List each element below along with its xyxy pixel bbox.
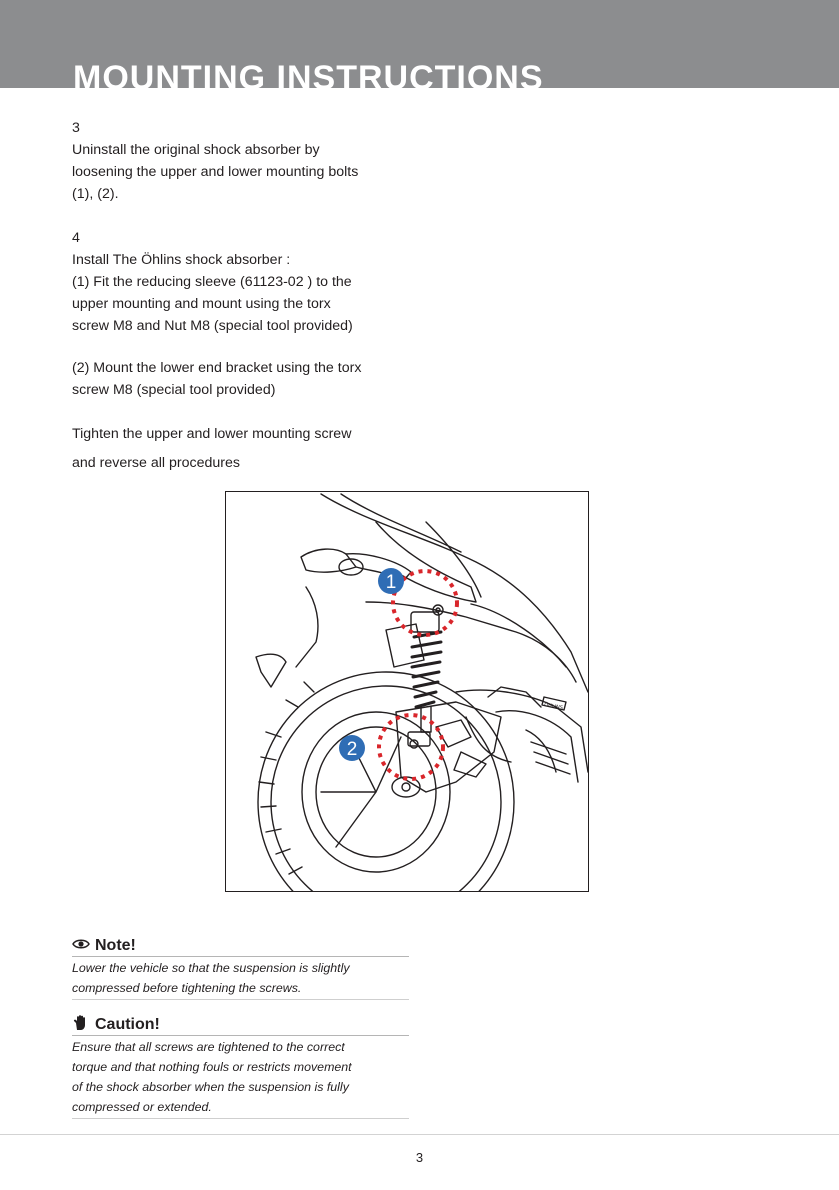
note-line: Lower the vehicle so that the suspension is slightly — [72, 961, 350, 975]
step-line: upper mounting and mount using the torx — [72, 296, 331, 312]
scooter-rear-illustration — [226, 492, 588, 891]
step-4-final-line — [72, 423, 422, 445]
step-4-block — [72, 227, 422, 337]
eye-icon — [72, 936, 90, 952]
caution-line: compressed or extended. — [72, 1100, 212, 1114]
step-4-final-line — [72, 452, 422, 474]
page-title: MOUNTING INSTRUCTIONS — [73, 59, 544, 88]
note-line: compressed before tightening the screws. — [72, 981, 302, 995]
caution-line: torque and that nothing fouls or restricts movement — [72, 1060, 352, 1074]
callout-label: 2 — [346, 739, 358, 760]
note-heading — [72, 936, 409, 957]
footer-divider — [0, 1134, 839, 1135]
note-body — [72, 958, 409, 1000]
ohlins-decal-text: ÖHLINS — [543, 702, 564, 712]
hand-icon — [72, 1015, 90, 1031]
caution-title: Caution! — [95, 1016, 160, 1033]
step-number: 3 — [72, 120, 80, 136]
step-line: Uninstall the original shock absorber by — [72, 142, 320, 158]
step-3-block — [72, 117, 422, 205]
caution-body — [72, 1037, 409, 1119]
step-line: and reverse all procedures — [72, 455, 240, 471]
caution-heading — [72, 1015, 409, 1036]
header-bar — [0, 0, 839, 88]
shock-mounting-figure — [225, 491, 589, 892]
caution-line: of the shock absorber when the suspension is fully — [72, 1080, 349, 1094]
step-intro: Install The Öhlins shock absorber : — [72, 252, 291, 268]
step-line: (2) Mount the lower end bracket using the torx — [72, 360, 362, 376]
callout-label: 1 — [385, 572, 397, 593]
step-number: 4 — [72, 230, 80, 246]
step-line: (1) Fit the reducing sleeve (61123-02 ) to the — [72, 274, 352, 290]
note-title: Note! — [95, 937, 136, 954]
step-line: screw M8 (special tool provided) — [72, 382, 276, 398]
step-4-part-2 — [72, 357, 422, 401]
step-line: loosening the upper and lower mounting bolts — [72, 164, 359, 180]
step-line: (1), (2). — [72, 186, 119, 202]
page-number: 3 — [415, 1150, 424, 1165]
step-line: Tighten the upper and lower mounting screw — [72, 426, 352, 442]
callout-badge-2 — [339, 735, 365, 761]
caution-line: Ensure that all screws are tightened to the correct — [72, 1040, 345, 1054]
callout-badge-1 — [378, 568, 404, 594]
step-line: screw M8 and Nut M8 (special tool provided) — [72, 318, 353, 334]
